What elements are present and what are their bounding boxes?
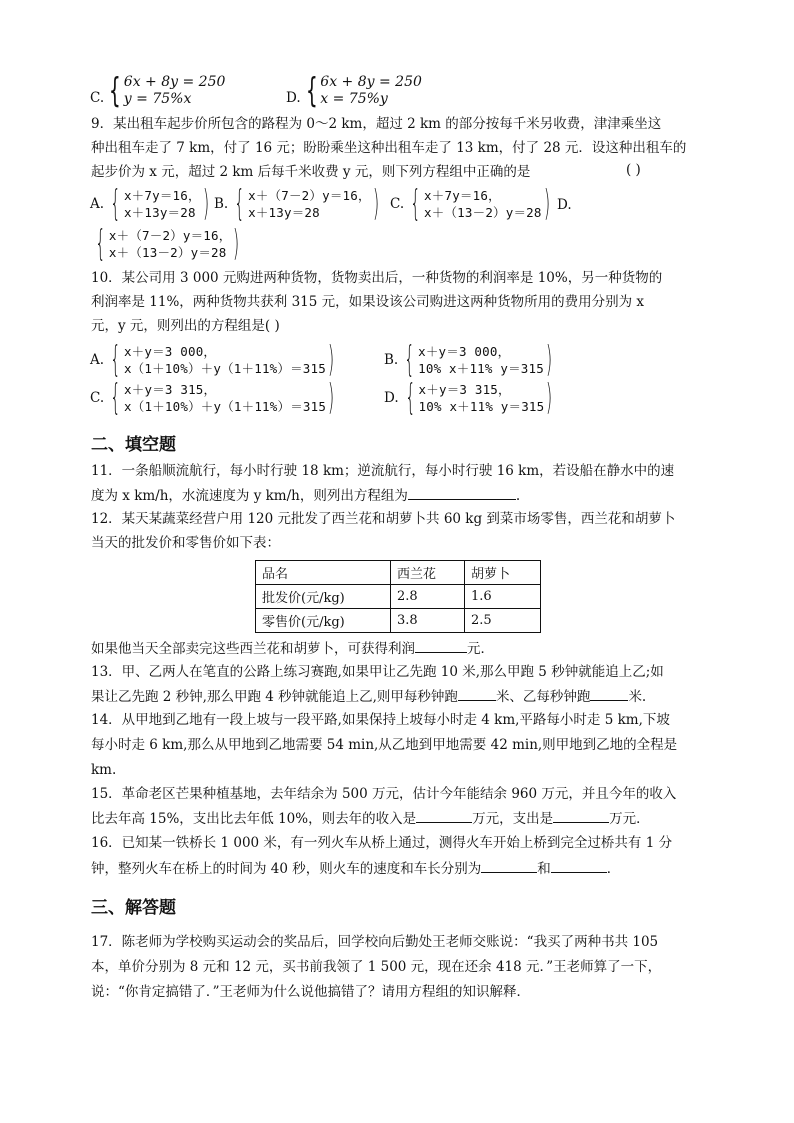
q9-option-b bbox=[214, 183, 383, 224]
table-cell: 1.6 bbox=[465, 585, 541, 609]
left-brace: { bbox=[410, 183, 421, 224]
q9-option-a bbox=[90, 183, 213, 224]
question-text: 10．某公司用 3 000 元购进两种货物，货物卖出后，一种货物的利润率是 10%，另一种货物的 bbox=[91, 270, 663, 286]
left-brace: { bbox=[404, 339, 415, 380]
equation: x＋13y＝28 bbox=[248, 205, 320, 220]
question-text: 利润率是 11%，两种货物共获利 315 元，如果设该公司购进这两种货物所用的费用分别为 x bbox=[91, 294, 645, 310]
option-label: C. bbox=[390, 196, 405, 212]
question-line bbox=[91, 686, 646, 707]
question-text: 15．革命老区芒果种植基地，去年结余为 500 万元，估计今年能结余 960 万元，并且今年的收入 bbox=[91, 786, 677, 802]
equation: y = 75%x bbox=[123, 91, 192, 107]
question-text: 和 bbox=[537, 861, 551, 877]
left-brace: { bbox=[110, 183, 121, 224]
option-label: B. bbox=[214, 196, 229, 212]
question-text: 每小时走 6 km,那么从甲地到乙地需要 54 min,从乙地到甲地需要 42 min,则甲地到乙地的全程是 bbox=[91, 737, 678, 753]
option-label: C. bbox=[90, 390, 105, 406]
question-text: 米、乙每秒钟跑 bbox=[495, 689, 591, 705]
answer-paren: ( ) bbox=[626, 162, 641, 178]
equation: x（1＋10%）＋y（1＋11%）＝315 bbox=[123, 361, 326, 376]
question-text: 12．某天某蔬菜经营户用 120 元批发了西兰花和胡萝卜共 60 kg 到菜市场零售，西兰花和胡萝卜 bbox=[91, 511, 676, 527]
right-brace: ) bbox=[327, 377, 335, 418]
left-brace: { bbox=[404, 377, 416, 418]
q10-option-d bbox=[384, 377, 556, 418]
left-brace: { bbox=[109, 71, 121, 111]
table-header-row bbox=[256, 561, 541, 585]
question-text: 元． bbox=[467, 641, 494, 657]
table-cell: 批发价(元/kg) bbox=[256, 585, 391, 609]
equation: x＋（7－2）y＝16， bbox=[108, 228, 232, 243]
question-text: 米. bbox=[628, 689, 647, 705]
right-brace: ) bbox=[202, 183, 209, 224]
equation: x = 75%y bbox=[320, 91, 388, 107]
question-line bbox=[91, 485, 520, 506]
table-row bbox=[256, 585, 541, 609]
question-text: 万元． bbox=[609, 811, 650, 827]
answer-blank[interactable] bbox=[415, 638, 467, 653]
question-text: km. bbox=[91, 762, 117, 778]
answer-blank[interactable] bbox=[590, 686, 628, 701]
q9-option-c bbox=[390, 183, 554, 224]
equation: x＋（13－2）y＝28 bbox=[108, 245, 227, 260]
left-brace: { bbox=[95, 223, 106, 264]
table-cell: 2.8 bbox=[391, 585, 465, 609]
equation: 10% x＋11% y＝315 bbox=[418, 361, 544, 376]
option-label: D. bbox=[384, 390, 399, 406]
equation: 6x + 8y = 250 bbox=[123, 74, 226, 90]
answer-blank[interactable] bbox=[553, 808, 609, 823]
q8-option-c bbox=[90, 71, 226, 111]
question-text: 万元，支出是 bbox=[472, 811, 554, 827]
question-line bbox=[91, 638, 494, 659]
price-table bbox=[255, 560, 541, 633]
question-text: 13．甲、乙两人在笔直的公路上练习赛跑,如果甲让乙先跑 10 米,那么甲跑 5 秒钟就能追上乙;如 bbox=[91, 664, 664, 680]
option-label: B. bbox=[384, 352, 399, 368]
question-line bbox=[91, 858, 620, 879]
question-text: 11．一条船顺流航行，每小时行驶 18 km；逆流航行，每小时行驶 16 km，若设船在静水中的速 bbox=[91, 463, 675, 479]
question-text: 14．从甲地到乙地有一段上坡与一段平路,如果保持上坡每小时走 4 km,平路每小时走 5 km,下坡 bbox=[91, 712, 670, 728]
q10-option-a bbox=[90, 339, 338, 380]
right-brace: ) bbox=[327, 339, 335, 380]
left-brace: { bbox=[234, 183, 245, 224]
option-label: D. bbox=[557, 197, 572, 213]
right-brace: ) bbox=[546, 377, 553, 418]
question-text: 本，单价分别为 8 元和 12 元，买书前我领了 1 500 元，现在还余 418 元．”王老师算了一下， bbox=[91, 959, 662, 975]
table-cell: 零售价(元/kg) bbox=[256, 609, 391, 633]
answer-blank[interactable] bbox=[458, 686, 496, 701]
right-brace: ) bbox=[543, 183, 550, 224]
question-text: 说：“你肯定搞错了．”王老师为什么说他搞错了？请用方程组的知识解释． bbox=[91, 984, 531, 1000]
section-title: 二、填空题 bbox=[91, 435, 176, 455]
equation: x＋y＝3 000， bbox=[418, 344, 511, 359]
question-text: 9．某出租车起步价所包含的路程为 0～2 km，超过 2 km 的部分按每千米另收费，津津乘坐这 bbox=[91, 116, 662, 132]
left-brace: { bbox=[110, 377, 121, 418]
answer-blank[interactable] bbox=[551, 858, 607, 873]
question-text: 起步价为 x 元，超过 2 km 后每千米收费 y 元，则下列方程组中正确的是 bbox=[91, 164, 531, 180]
equation: x＋7y＝16， bbox=[123, 188, 201, 203]
question-text: 比去年高 15%，支出比去年低 10%，则去年的收入是 bbox=[91, 811, 417, 827]
right-brace: ) bbox=[545, 339, 553, 380]
equation: x＋y＝3 315， bbox=[418, 382, 511, 397]
equation: x＋7y＝16， bbox=[424, 188, 501, 203]
equation: 10% x＋11% y＝315 bbox=[418, 399, 545, 414]
question-text: 钟，整列火车在桥上的时间为 40 秒，则火车的速度和车长分别为 bbox=[91, 861, 482, 877]
question-line bbox=[91, 808, 650, 829]
table-cell: 2.5 bbox=[465, 609, 541, 633]
answer-blank[interactable] bbox=[481, 858, 537, 873]
question-text: 种出租车走了 7 km，付了 16 元；盼盼乘坐这种出租车走了 13 km，付了 28 元．设这种出租车的 bbox=[91, 140, 687, 156]
table-header-cell: 品名 bbox=[256, 561, 391, 585]
right-brace: ) bbox=[372, 183, 379, 224]
section-title: 三、解答题 bbox=[91, 898, 176, 918]
right-brace: ) bbox=[233, 223, 240, 264]
table-header-cell: 西兰花 bbox=[391, 561, 465, 585]
question-text: 果让乙先跑 2 秒钟,那么甲跑 4 秒钟就能追上乙,则甲每秒钟跑 bbox=[91, 689, 458, 705]
equation: x＋（7－2）y＝16， bbox=[248, 188, 371, 203]
option-label: A. bbox=[90, 196, 105, 212]
question-text: ． bbox=[606, 861, 621, 877]
answer-blank[interactable] bbox=[416, 808, 472, 823]
question-text: 如果他当天全部卖完这些西兰花和胡萝卜，可获得利润 bbox=[91, 641, 415, 657]
q9-option-d bbox=[89, 223, 244, 264]
q10-option-c bbox=[90, 377, 338, 418]
option-label: D. bbox=[286, 90, 301, 106]
equation: x（1＋10%）＋y（1＋11%）＝315 bbox=[124, 399, 327, 414]
q8-option-d bbox=[286, 71, 422, 111]
q10-option-b bbox=[384, 339, 556, 380]
table-cell: 3.8 bbox=[391, 609, 465, 633]
equation: x＋y＝3 000， bbox=[123, 344, 217, 359]
equation: 6x + 8y = 250 bbox=[320, 74, 422, 90]
answer-blank[interactable] bbox=[408, 485, 516, 500]
question-text: 16．已知某一铁桥长 1 000 米，有一列火车从桥上通过，测得火车开始上桥到完全过桥共有 1 分 bbox=[91, 835, 673, 851]
left-brace: { bbox=[110, 339, 121, 380]
equation: x＋（13－2）y＝28 bbox=[424, 205, 542, 220]
option-label: A. bbox=[90, 352, 105, 368]
question-text: 17．陈老师为学校购买运动会的奖品后，回学校向后勤处王老师交账说：“我买了两种书共 105 bbox=[91, 934, 659, 950]
question-text: 度为 x km/h，水流速度为 y km/h，则列出方程组为 bbox=[91, 488, 408, 504]
left-brace: { bbox=[305, 71, 318, 111]
table-row bbox=[256, 609, 541, 633]
question-text: 当天的批发价和零售价如下表： bbox=[91, 535, 280, 551]
equation: x＋13y＝28 bbox=[123, 205, 196, 220]
question-text: 元，y 元，则列出的方程组是( ) bbox=[91, 318, 280, 334]
question-text: . bbox=[515, 488, 521, 504]
equation: x＋y＝3 315， bbox=[124, 382, 217, 397]
option-label: C. bbox=[90, 90, 105, 106]
table-header-cell: 胡萝卜 bbox=[465, 561, 541, 585]
